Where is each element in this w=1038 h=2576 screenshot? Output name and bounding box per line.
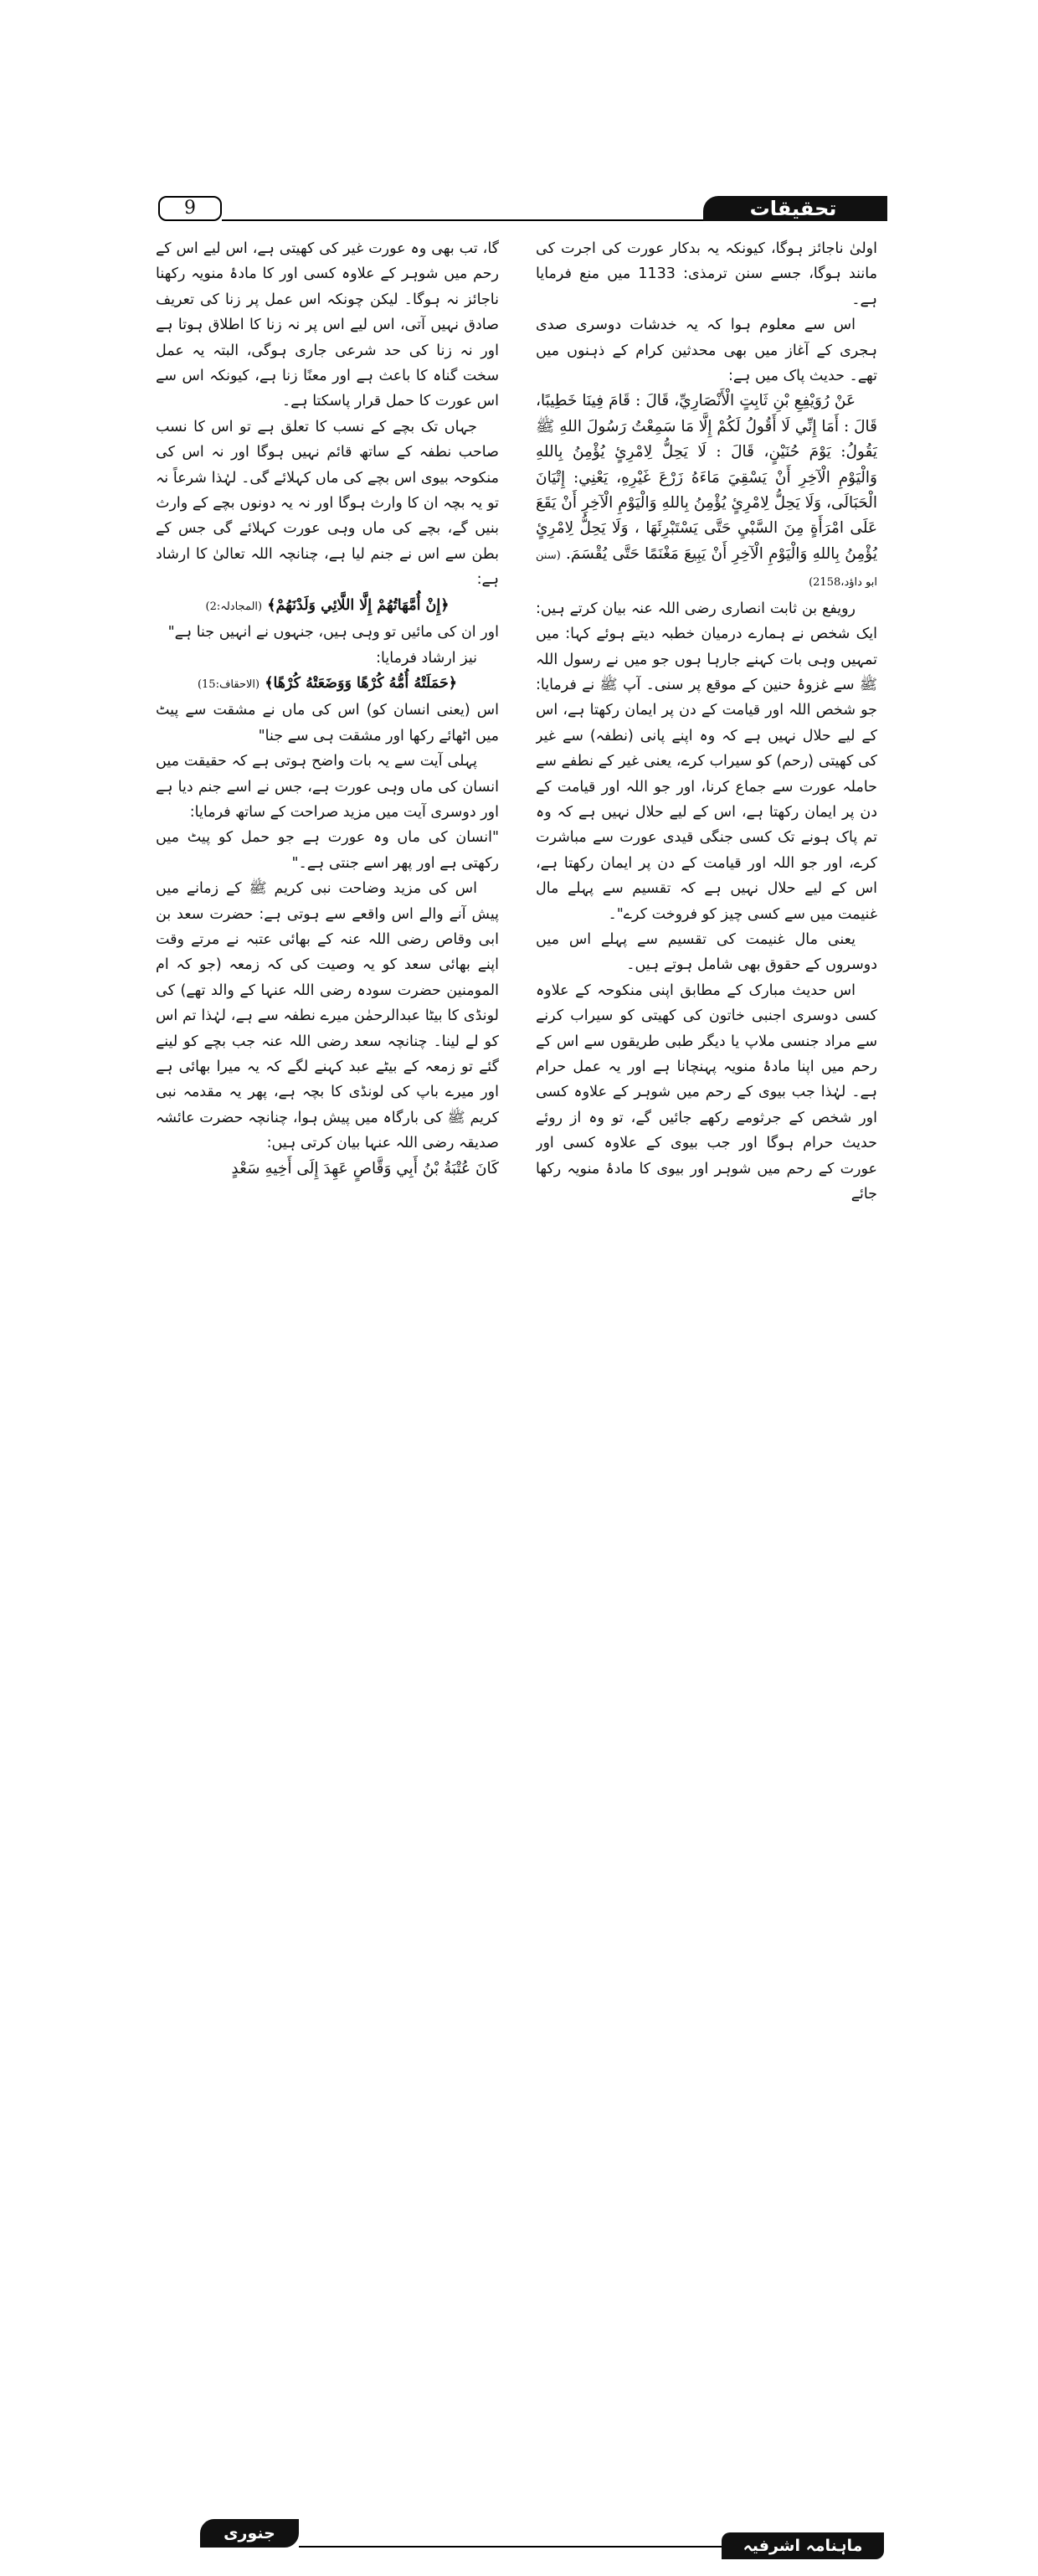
- paragraph: نیز ارشاد فرمایا:: [376, 649, 477, 667]
- verse-reference: (المجادلہ:2): [205, 600, 263, 613]
- translation: اور ان کی مائیں تو وہی ہیں، جنہوں نے انہیں جنا ہے": [167, 624, 499, 641]
- paragraph: اس کی مزید وضاحت نبی کریم ﷺ کے زمانے میں پیش آنے والے اس واقعے سے ہوتی ہے: حضرت سعد بن ابی وقاص رضی اللہ عنہ کے بھائی عتبہ نے مرتے وقت اپنے بھائی سعد کو یہ وصیت کی کہ زمعہ (جو کہ ام المومنین حضرت سودہ رضی اللہ عنہا کے والد تھے) کی لونڈی کا بیٹا عبدالرحمٰن میرے نطفہ سے ہے، لہٰذا تم اس کو لے لینا۔ چنانچہ سعد رضی اللہ عنہ جب بچے کو لینے گئے تو زمعہ کے بیٹے عبد کہنے لگے کہ یہ میرا بھائی ہے اور میرے باپ کی لونڈی کا بچہ ہے، پھر یہ مقدمہ نبی کریم ﷺ کی بارگاہ میں پیش ہوا، چنانچہ حضرت عائشہ صدیقہ رضی اللہ عنہا بیان کرتی ہیں:: [156, 880, 499, 1152]
- paragraph: جہاں تک بچے کے نسب کا تعلق ہے تو اس کا نسب صاحب نطفہ کے ساتھ قائم نہیں ہوگا اور نہ اس کی منکوحہ بیوی اس بچے کی ماں کہلائے گی۔ لہٰذا شرعاً نہ تو یہ بچہ ان کا وارث ہوگا اور نہ یہ دونوں بچے کے وارث بنیں گے، بچے کی ماں وہی عورت کہلائے گی جس کے بطن سے اس نے جنم لیا ہے، چنانچہ اللہ تعالیٰ کا ارشاد ہے:: [156, 418, 499, 589]
- paragraph: رویفع بن ثابت انصاری رضی اللہ عنہ بیان کرتے ہیں: ایک شخص نے ہمارے درمیان خطبہ دیتے ہوئے کہا: میں تمہیں وہی بات کہنے جارہا ہوں جو میں نے رسول اللہ ﷺ سے غزوۂ حنین کے موقع پر سنی۔ آپ ﷺ نے فرمایا: جو شخص اللہ اور قیامت کے دن پر ایمان رکھتا ہے، اس کے لیے حلال نہیں ہے کہ وہ اپنے پانی (نطفہ) سے غیر کی کھیتی (رحم) کو سیراب کرے، یعنی غیر کے نطفے سے حاملہ عورت سے جماع کرنا، اور جو اللہ اور قیامت کے دن پر ایمان رکھتا ہے، اس کے لیے حلال نہیں ہے کہ وہ تم پاک ہونے تک کسی جنگی قیدی عورت سے مباشرت کرے، اور جو اللہ اور قیامت کے دن پر ایمان رکھتا ہے، اس کے لیے حلال نہیں ہے کہ تقسیم سے پہلے مال غنیمت میں سے کسی چیز کو فروخت کرے"۔: [536, 600, 877, 923]
- paragraph: گا، تب بھی وہ عورت غیر کی کھیتی ہے، اس لیے اس کے رحم میں شوہر کے علاوہ کسی اور کا مادۂ منویہ رکھنا ناجائز نہ ہوگا۔ لیکن چونکہ اس عمل پر زنا کی تعریف صادق نہیں آتی، اس لیے اس پر نہ زنا کا اطلاق ہوتا ہے اور نہ زنا کی حد شرعی جاری ہوگی، البتہ یہ عمل سخت گناہ کا باعث ہے اور معنًا زنا ہے، کیونکہ اس سے اس عورت کا حمل قرار پاسکتا ہے۔: [156, 240, 499, 410]
- left-column: [156, 236, 499, 1260]
- quran-verse: [156, 671, 499, 698]
- quran-verse: [156, 593, 499, 620]
- verse-text: ﴿إِنْ أُمَّهَاتُهُمْ إِلَّا اللَّائِي وَلَدْنَهُمْ﴾: [267, 596, 450, 614]
- section-title: تحقیقات: [703, 196, 883, 221]
- hadith-reference: (سنن ابو داؤد،2158): [536, 549, 877, 590]
- paragraph: اولیٰ ناجائز ہوگا، کیونکہ یہ بدکار عورت کی اجرت کی مانند ہوگا، جسے سنن ترمذی: 1133 میں منع فرمایا ہے۔: [536, 240, 877, 308]
- header-rule: [222, 219, 724, 221]
- footer-rule: [299, 2546, 734, 2548]
- paragraph: پہلی آیت سے یہ بات واضح ہوتی ہے کہ حقیقت میں انسان کی ماں وہی عورت ہے، جس نے اسے جنم دیا ہے اور دوسری آیت میں مزید صراحت کے ساتھ فرمایا:: [156, 753, 499, 821]
- hadith-text: عَنْ رُوَيْفِعِ بْنِ ثَابِتٍ الْأَنْصَارِيِّ، قَالَ : قَامَ فِينَا خَطِيبًا، قَالَ : أَمَا إِنِّي لَا أَقُولُ لَكُمْ إِلَّا مَا سَمِعْتُ رَسُولَ اللهِ ﷺ يَقُولُ: يَوْمَ حُنَيْنٍ، قَالَ : لَا يَحِلُّ لِامْرِئٍ يُؤْمِنُ بِاللهِ وَالْيَوْمِ الْآخِرِ أَنْ يَسْقِيَ مَاءَهُ زَرْعَ غَيْرِهِ، يَعْنِي: إِتْيَانَ الْحَبَالَى، وَلَا يَحِلُّ لِامْرِئٍ يُؤْمِنُ بِاللهِ وَالْيَوْمِ الْآخِرِ أَنْ يَقَعَ عَلَى امْرَأَةٍ مِنَ السَّبْيِ حَتَّى يَسْتَبْرِئَهَا ، وَلَا يَحِلُّ لِامْرِئٍ يُؤْمِنُ بِاللهِ وَالْيَوْمِ الْآخِرِ أَنْ يَبِيعَ مَغْنَمًا حَتَّى يُقْسَمَ.: [536, 392, 877, 563]
- page-header: [0, 0, 1038, 251]
- translation: اس (یعنی انسان کو) اس کی ماں نے مشقت سے پیٹ میں اٹھائے رکھا اور مشقت ہی سے جنا": [156, 702, 499, 744]
- hadith-arabic: [536, 389, 877, 595]
- issue-date: جنوری 2021: [200, 2519, 299, 2548]
- paragraph: اس سے معلوم ہوا کہ یہ خدشات دوسری صدی ہجری کے آغاز میں بھی محدثین کرام کے ذہنوں میں تھے۔ حدیث پاک میں ہے:: [536, 317, 877, 385]
- page-number: 9: [184, 198, 196, 219]
- hadith-arabic: كَانَ عُتْبَةُ بْنُ أَبِي وَقَّاصٍ عَهِدَ إِلَى أَخِيهِ سَعْدٍ: [231, 1159, 499, 1177]
- verse-text: ﴿حَمَلَتْهُ أُمُّهُ كُرْهًا وَوَضَعَتْهُ كُرْهًا﴾: [265, 674, 458, 692]
- verse-reference: (الاحقاف:15): [197, 677, 260, 691]
- page-footer: [0, 1256, 1038, 2571]
- paragraph: اس حدیث مبارک کے مطابق اپنی منکوحہ کے علاوہ کسی دوسری اجنبی خاتون کی کھیتی کو سیراب کرنے سے مراد جنسی ملاپ یا دیگر طبی طریقوں سے اس کے رحم میں اپنا مادۂ منویہ پہنچانا ہے اور یہ عمل حرام ہے۔ لہٰذا جب بیوی کے رحم میں شوہر کے علاوہ کسی اور شخص کے جرثومے رکھے جائیں گے، تو وہ از روئے حدیث حرام ہوگا اور جب بیوی کے علاوہ کسی اور عورت کے رحم میں شوہر اور بیوی کا مادۂ منویہ رکھا جائے: [536, 981, 877, 1203]
- paragraph: یعنی مال غنیمت کی تقسیم سے پہلے اس میں دوسروں کے حقوق بھی شامل ہوتے ہیں۔: [536, 930, 877, 974]
- quotation: "انسان کی ماں وہ عورت ہے جو حمل کو پیٹ میں رکھتی ہے اور پھر اسے جنتی ہے۔": [156, 829, 499, 872]
- right-column: [536, 236, 877, 1260]
- magazine-title: ماہنامہ اشرفیہ: [722, 2532, 884, 2559]
